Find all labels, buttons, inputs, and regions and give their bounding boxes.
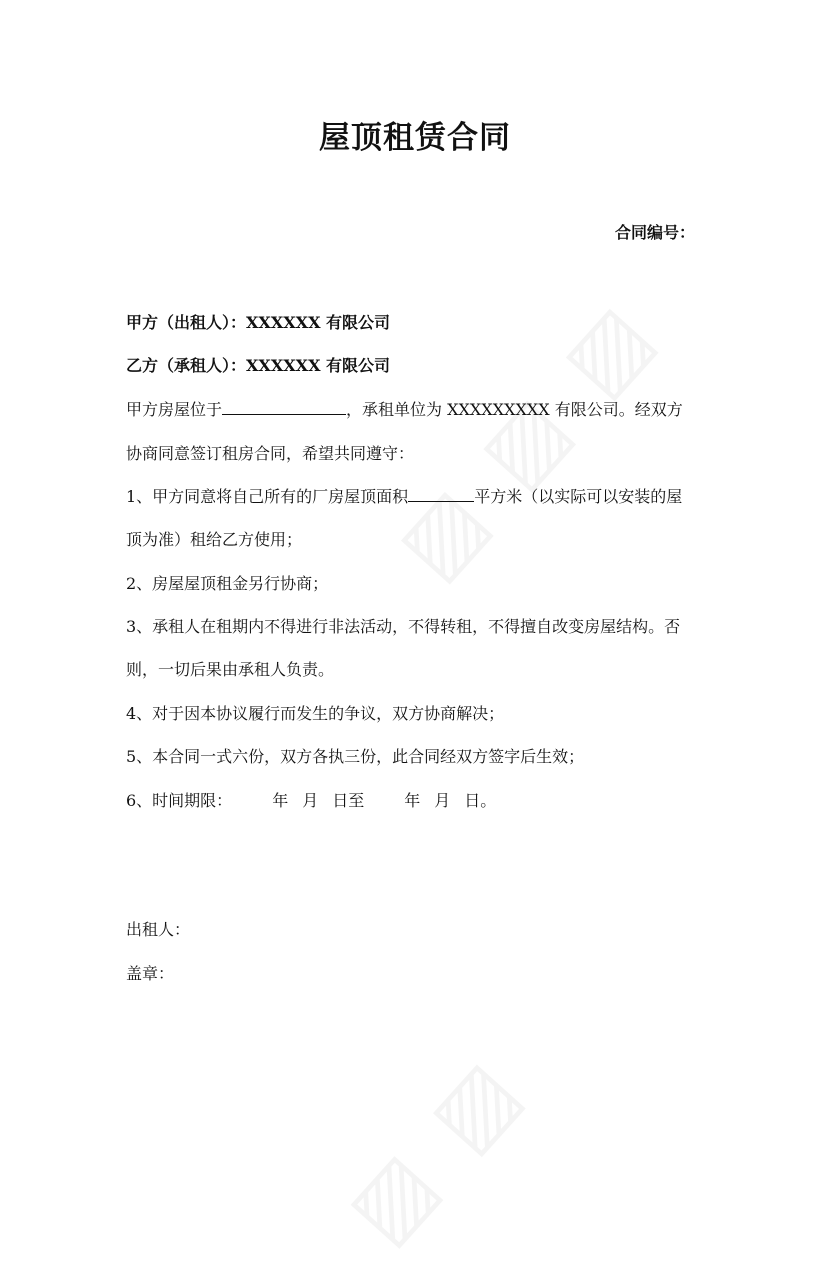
start-day-to-label: 日至 (332, 791, 365, 810)
party-a-line: 甲方（出租人）：XXXXXX 有限公司 (126, 313, 391, 332)
clause-4: 4、对于因本协议履行而发生的争议，双方协商解决； (126, 704, 505, 723)
start-month-label: 月 (302, 791, 319, 810)
clause-3-line-1: 3、承租人在租期内不得进行非法活动，不得转租，不得擅自改变房屋结构。否 (126, 617, 681, 636)
intro-line-1 (126, 397, 683, 420)
area-blank (408, 485, 474, 502)
clause-1-suffix: 平方米（以实际可以安装的屋 (474, 487, 683, 506)
contract-number-label: 合同编号： (614, 223, 695, 242)
clause-5: 5、本合同一式六份，双方各执三份，此合同经双方签字后生效； (126, 747, 585, 766)
seal-label: 盖章： (126, 964, 175, 983)
clause-2: 2、房屋屋顶租金另行协商； (126, 574, 329, 593)
clause-6 (126, 788, 496, 811)
intro-suffix: ，承租单位为 XXXXXXXXX 有限公司。经双方 (346, 400, 683, 419)
watermark (328, 1038, 543, 1261)
party-b-line: 乙方（承租人）：XXXXXX 有限公司 (126, 356, 391, 375)
start-year-label: 年 (272, 791, 289, 810)
intro-prefix: 甲方房屋位于 (126, 400, 223, 419)
location-blank (222, 398, 346, 415)
lessor-label: 出租人： (126, 920, 191, 939)
end-day-label: 日。 (464, 791, 497, 810)
clause-6-label: 6、时间期限： (126, 791, 233, 810)
page-title: 屋顶租赁合同 (319, 120, 511, 156)
intro-line-2: 协商同意签订租房合同，希望共同遵守： (126, 444, 415, 463)
clause-3-line-2: 则，一切后果由承租人负责。 (126, 660, 335, 679)
watermark (378, 283, 676, 598)
clause-1-prefix: 1、甲方同意将自己所有的厂房屋顶面积 (126, 487, 409, 506)
clause-1-line-1 (126, 484, 682, 507)
end-month-label: 月 (434, 791, 451, 810)
clause-1-line-2: 顶为准）租给乙方使用； (126, 530, 303, 549)
end-year-label: 年 (404, 791, 421, 810)
